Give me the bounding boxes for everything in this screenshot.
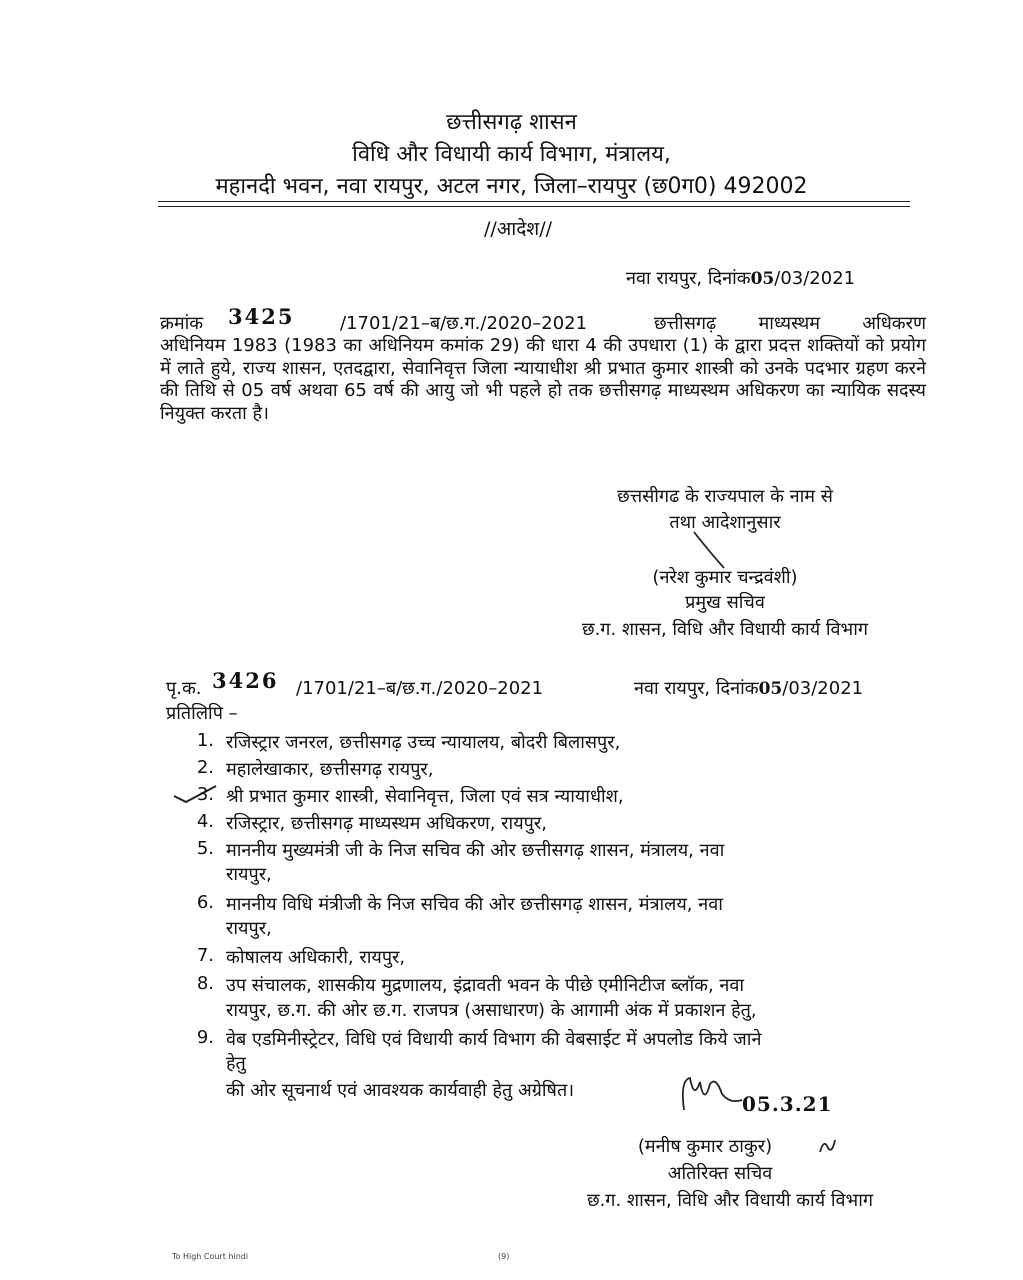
pk-handwritten: 3426 — [212, 668, 279, 693]
list-item-continuation: रायपुर, छ.ग. की ओर छ.ग. राजपत्र (असाधारण) के आगामी अंक में प्रकाशन हेतु, — [226, 1000, 757, 1021]
list-item: कोषालय अधिकारी, रायपुर, — [226, 947, 406, 968]
order-body-first: छत्तीसगढ़ माध्यस्थम अधिकरण — [654, 313, 926, 334]
signatory2-designation: अतिरिक्त सचिव — [667, 1163, 773, 1184]
signatory1-designation: प्रमुख सचिव — [685, 592, 765, 613]
item-number: 7. — [196, 945, 214, 966]
item-number: 2. — [196, 757, 214, 778]
endorsement-date-prefix: नवा रायपुर, दिनांक — [634, 678, 759, 699]
footer-page-mark: (9) — [498, 1252, 510, 1261]
list-item-continuation: रायपुर, — [226, 864, 272, 885]
endorsement-date-suffix: /03/2021 — [782, 678, 864, 699]
item-number: 1. — [196, 730, 214, 751]
order-body: अधिनियम 1983 (1983 का अधिनियम कमांक 29) की धारा 4 की उपधारा (1) के द्वारा प्रदत्त शक्तियों को प्रयोग में लाते हुये, राज्य शासन, एतदद्वारा, सेवानिवृत्त जिला न्यायाधीश श्री प्रभात कुमार शास्त्री को उनके पदभार ग्रहण करने की तिथि से 05 वर्ष अथवा 65 वर्ष की आयु जो भी पहले हो तक छत्तीसगढ़ माध्यस्थम अधिकरण का न्यायिक सदस्य नियुक्त करता है। — [160, 335, 926, 424]
order-heading: //आदेश// — [484, 218, 553, 240]
kramank-label: क्रमांक — [160, 313, 204, 334]
list-item: रजिस्ट्रार, छत्तीसगढ़ माध्यस्थम अधिकरण, रायपुर, — [226, 813, 547, 834]
list-item: उप संचालक, शासकीय मुद्रणालय, इंद्रावती भवन के पीछे एमीनिटीज ब्लॉक, नवा — [226, 975, 745, 996]
item-number: 6. — [196, 892, 214, 913]
item-number: 9. — [196, 1027, 214, 1048]
signatory1-dept: छ.ग. शासन, विधि और विधायी कार्य विभाग — [581, 619, 869, 640]
copy-label: प्रतिलिपि – — [166, 703, 238, 724]
item-number: 5. — [196, 838, 214, 859]
list-item: माननीय विधि मंत्रीजी के निज सचिव की ओर छत्तीसगढ़ शासन, मंत्रालय, नवा — [226, 894, 723, 915]
header-rule-bottom — [158, 206, 910, 207]
signatory2-dept: छ.ग. शासन, विधि और विधायी कार्य विभाग — [586, 1190, 874, 1211]
order-date-prefix: नवा रायपुर, दिनांक — [626, 268, 751, 289]
header-rule-top — [158, 201, 910, 202]
closing-line: की ओर सूचनार्थ एवं आवश्यक कार्यवाही हेतु अग्रेषित। — [226, 1080, 575, 1101]
item-number: 4. — [196, 811, 214, 832]
list-item-continuation: रायपुर, — [226, 918, 272, 939]
list-item: महालेखाकार, छत्तीसगढ़ रायपुर, — [226, 759, 434, 780]
list-item: माननीय मुख्यमंत्री जी के निज सचिव की ओर छत्तीसगढ़ शासन, मंत्रालय, नवा — [226, 840, 725, 861]
order-date — [626, 266, 855, 290]
footer-note: To High Court hindi — [172, 1252, 249, 1261]
kramank-handwritten: 3425 — [228, 304, 295, 329]
list-item-continuation: हेतु — [226, 1053, 246, 1074]
list-item: रजिस्ट्रार जनरल, छत्तीसगढ़ उच्च न्यायालय, बोदरी बिलासपुर, — [226, 732, 621, 753]
signatory1-name: (नरेश कुमार चन्द्रवंशी) — [652, 567, 798, 588]
endorsement-ref-number: /1701/21–ब/छ.ग./2020–2021 — [296, 678, 544, 699]
order-ref-number: /1701/21–ब/छ.ग./2020–2021 — [340, 313, 588, 334]
signature-date-handwritten: 05.3.21 — [742, 1092, 833, 1116]
signature-mark-2 — [678, 1070, 748, 1118]
signatory2-name: (मनीष कुमार ठाकुर) — [637, 1136, 773, 1157]
order-date-suffix: /03/2021 — [774, 268, 856, 289]
initial-mark — [816, 1134, 838, 1156]
department-line: विधि और विधायी कार्य विभाग, मंत्रालय, — [352, 142, 671, 167]
pk-label: पृ.क. — [166, 678, 202, 699]
order-date-handwritten: 05 — [750, 269, 775, 289]
item-number: 8. — [196, 973, 214, 994]
list-item: वेब एडमिनीस्ट्रेटर, विधि एवं विधायी कार्य विभाग की वेबसाईट में अपलोड किये जाने — [226, 1029, 762, 1050]
list-item: श्री प्रभात कुमार शास्त्री, सेवानिवृत्त, जिला एवं सत्र न्यायाधीश, — [226, 786, 624, 807]
item-number: 3. — [196, 784, 214, 805]
by-order-line: तथा आदेशानुसार — [669, 512, 781, 533]
endorsement-date-handwritten: 05 — [758, 679, 783, 699]
govt-name: छत्तीसगढ़ शासन — [446, 110, 577, 135]
endorsement-date — [634, 676, 863, 700]
address-line: महानदी भवन, नवा रायपुर, अटल नगर, जिला–रायपुर (छ0ग0) 492002 — [215, 174, 808, 199]
governor-name-line: छत्तसीगढ के राज्यपाल के नाम से — [617, 486, 833, 507]
